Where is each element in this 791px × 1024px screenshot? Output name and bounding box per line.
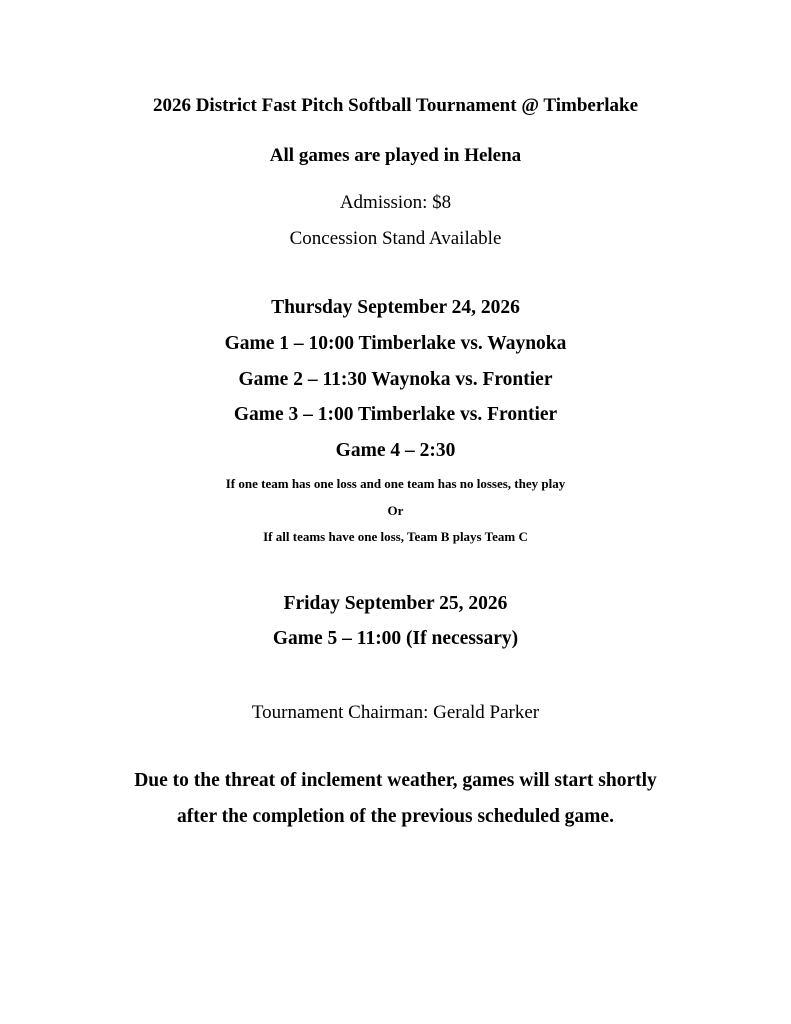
game-2-line: Game 2 – 11:30 Waynoka vs. Frontier (238, 369, 553, 390)
location-subtitle: All games are played in Helena (269, 145, 522, 166)
game-4-line: Game 4 – 2:30 (335, 440, 456, 461)
game-4-condition-note: If one team has one loss and one team has no losses, they play (225, 476, 566, 491)
or-separator: Or (387, 503, 404, 518)
concession-text: Concession Stand Available (289, 228, 502, 249)
admission-text: Admission: $8 (339, 192, 452, 213)
game-4-alternate-note: If all teams have one loss, Team B plays Team C (263, 529, 528, 544)
game-3-line: Game 3 – 1:00 Timberlake vs. Frontier (233, 404, 558, 425)
game-1-line: Game 1 – 10:00 Timberlake vs. Waynoka (224, 333, 567, 354)
weather-notice-line-1: Due to the threat of inclement weather, games will start shortly (134, 770, 657, 791)
friday-heading: Friday September 25, 2026 (283, 593, 508, 614)
tournament-title: 2026 District Fast Pitch Softball Tournament @ Timberlake (152, 95, 639, 116)
chairman-text: Tournament Chairman: Gerald Parker (251, 702, 540, 723)
thursday-heading: Thursday September 24, 2026 (271, 297, 520, 318)
weather-notice-line-2: after the completion of the previous scheduled game. (177, 806, 614, 827)
game-5-line: Game 5 – 11:00 (If necessary) (272, 628, 519, 649)
